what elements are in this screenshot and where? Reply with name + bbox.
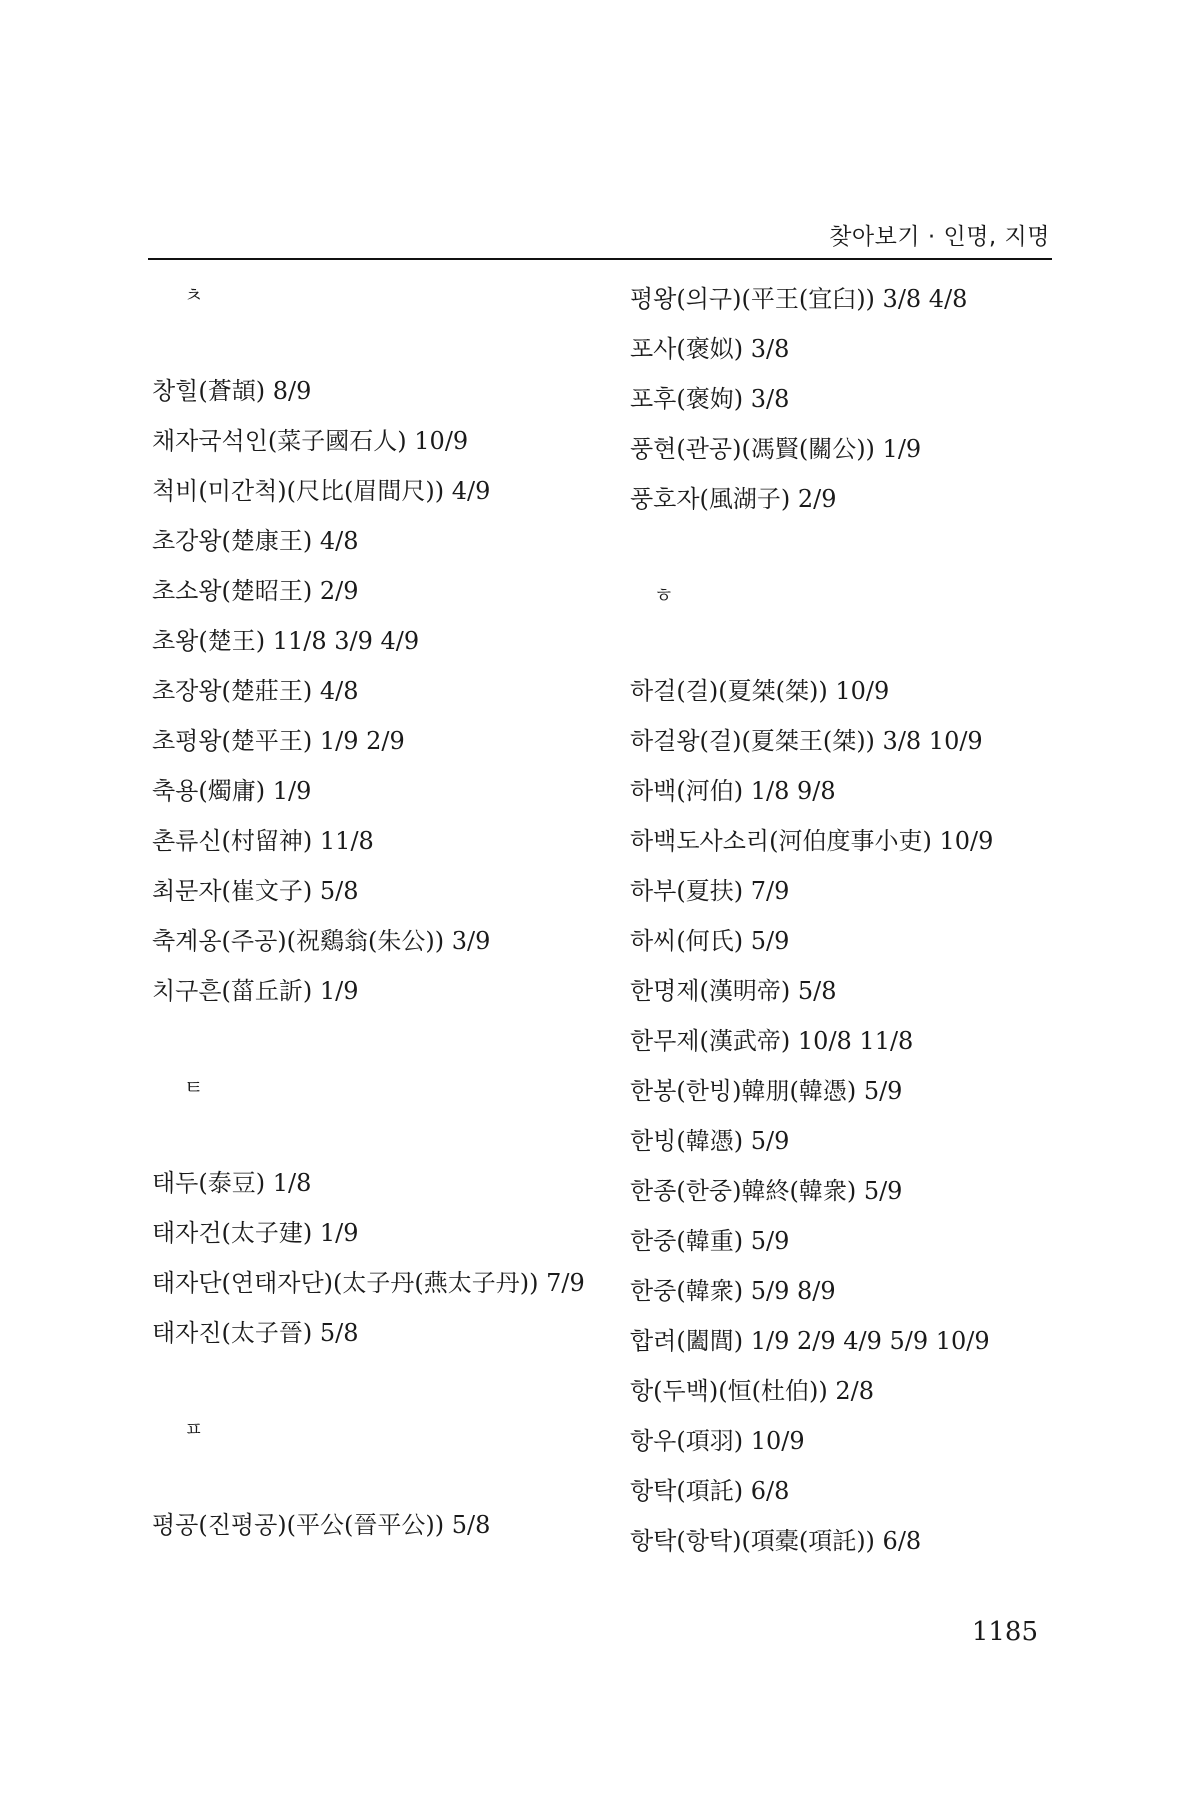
index-entry: 항(두백)(恒(杜伯)) 2/8 xyxy=(630,1377,874,1405)
section-heading-tieut: ㅌ xyxy=(184,1075,204,1099)
right-column xyxy=(622,274,1082,1566)
index-entry: 축용(燭庸) 1/9 xyxy=(152,777,312,805)
header-rule xyxy=(148,258,1052,260)
index-entry: 하백도사소리(河伯度事小吏) 10/9 xyxy=(630,827,994,855)
index-entry: 태자단(연태자단)(太子丹(燕太子丹)) 7/9 xyxy=(152,1269,585,1297)
index-entry: 평공(진평공)(平公(晉平公)) 5/8 xyxy=(152,1511,491,1539)
index-entry: 태두(泰豆) 1/8 xyxy=(152,1169,312,1197)
index-entry: 항탁(항탁)(項橐(項託)) 6/8 xyxy=(630,1527,922,1555)
section-heading-pieup: ㅍ xyxy=(184,1417,204,1441)
index-entry: 하걸(걸)(夏桀(桀)) 10/9 xyxy=(630,677,890,705)
page-number: 1185 xyxy=(971,1617,1038,1647)
index-entry: 풍호자(風湖子) 2/9 xyxy=(630,485,837,513)
index-entry: 척비(미간척)(尺比(眉間尺)) 4/9 xyxy=(152,477,491,505)
running-head: 찾아보기 · 인명, 지명 xyxy=(829,224,1050,250)
index-entry: 촌류신(村留神) 11/8 xyxy=(152,827,374,855)
index-entry: 태자진(太子晉) 5/8 xyxy=(152,1319,359,1347)
index-entry: 한봉(한빙)韓朋(韓憑) 5/9 xyxy=(630,1077,903,1105)
index-entry: 한빙(韓憑) 5/9 xyxy=(630,1127,790,1155)
index-entry: 풍현(관공)(馮賢(關公)) 1/9 xyxy=(630,435,922,463)
index-entry: 한중(韓重) 5/9 xyxy=(630,1227,790,1255)
index-entry: 초소왕(楚昭王) 2/9 xyxy=(152,577,359,605)
index-entry: 한중(韓衆) 5/9 8/9 xyxy=(630,1277,836,1305)
index-entry: 하부(夏扶) 7/9 xyxy=(630,877,790,905)
index-entry: 한종(한중)韓終(韓衆) 5/9 xyxy=(630,1177,903,1205)
index-entry: 창힐(蒼頡) 8/9 xyxy=(152,377,312,405)
index-entry: 최문자(崔文子) 5/8 xyxy=(152,877,359,905)
index-entry: 채자국석인(菜子國石人) 10/9 xyxy=(152,427,469,455)
index-entry: 하걸왕(걸)(夏桀王(桀)) 3/8 10/9 xyxy=(630,727,983,755)
index-entry: 합려(闔閭) 1/9 2/9 4/9 5/9 10/9 xyxy=(630,1327,990,1355)
index-entry: 하씨(何氏) 5/9 xyxy=(630,927,790,955)
index-entry: 항우(項羽) 10/9 xyxy=(630,1427,805,1455)
index-entry: 한명제(漢明帝) 5/8 xyxy=(630,977,837,1005)
index-entry: 초장왕(楚莊王) 4/8 xyxy=(152,677,359,705)
section-heading-hieut: ㅎ xyxy=(654,583,674,607)
index-entry: 항탁(項託) 6/8 xyxy=(630,1477,790,1505)
index-entry: 포사(褒姒) 3/8 xyxy=(630,335,790,363)
index-entry: 치구흔(菑丘訢) 1/9 xyxy=(152,977,359,1005)
index-entry: 평왕(의구)(平王(宜臼)) 3/8 4/8 xyxy=(630,285,968,313)
index-entry: 초왕(楚王) 11/8 3/9 4/9 xyxy=(152,627,420,655)
index-entry: 한무제(漢武帝) 10/8 11/8 xyxy=(630,1027,914,1055)
left-column xyxy=(152,274,612,1550)
index-entry: 초평왕(楚平王) 1/9 2/9 xyxy=(152,727,405,755)
index-entry: 초강왕(楚康王) 4/8 xyxy=(152,527,359,555)
index-entry: 태자건(太子建) 1/9 xyxy=(152,1219,359,1247)
section-heading-chieut: ㅊ xyxy=(184,283,204,307)
index-entry: 포후(褒姁) 3/8 xyxy=(630,385,790,413)
index-entry: 축계옹(주공)(祝鷄翁(朱公)) 3/9 xyxy=(152,927,491,955)
index-entry: 하백(河伯) 1/8 9/8 xyxy=(630,777,836,805)
